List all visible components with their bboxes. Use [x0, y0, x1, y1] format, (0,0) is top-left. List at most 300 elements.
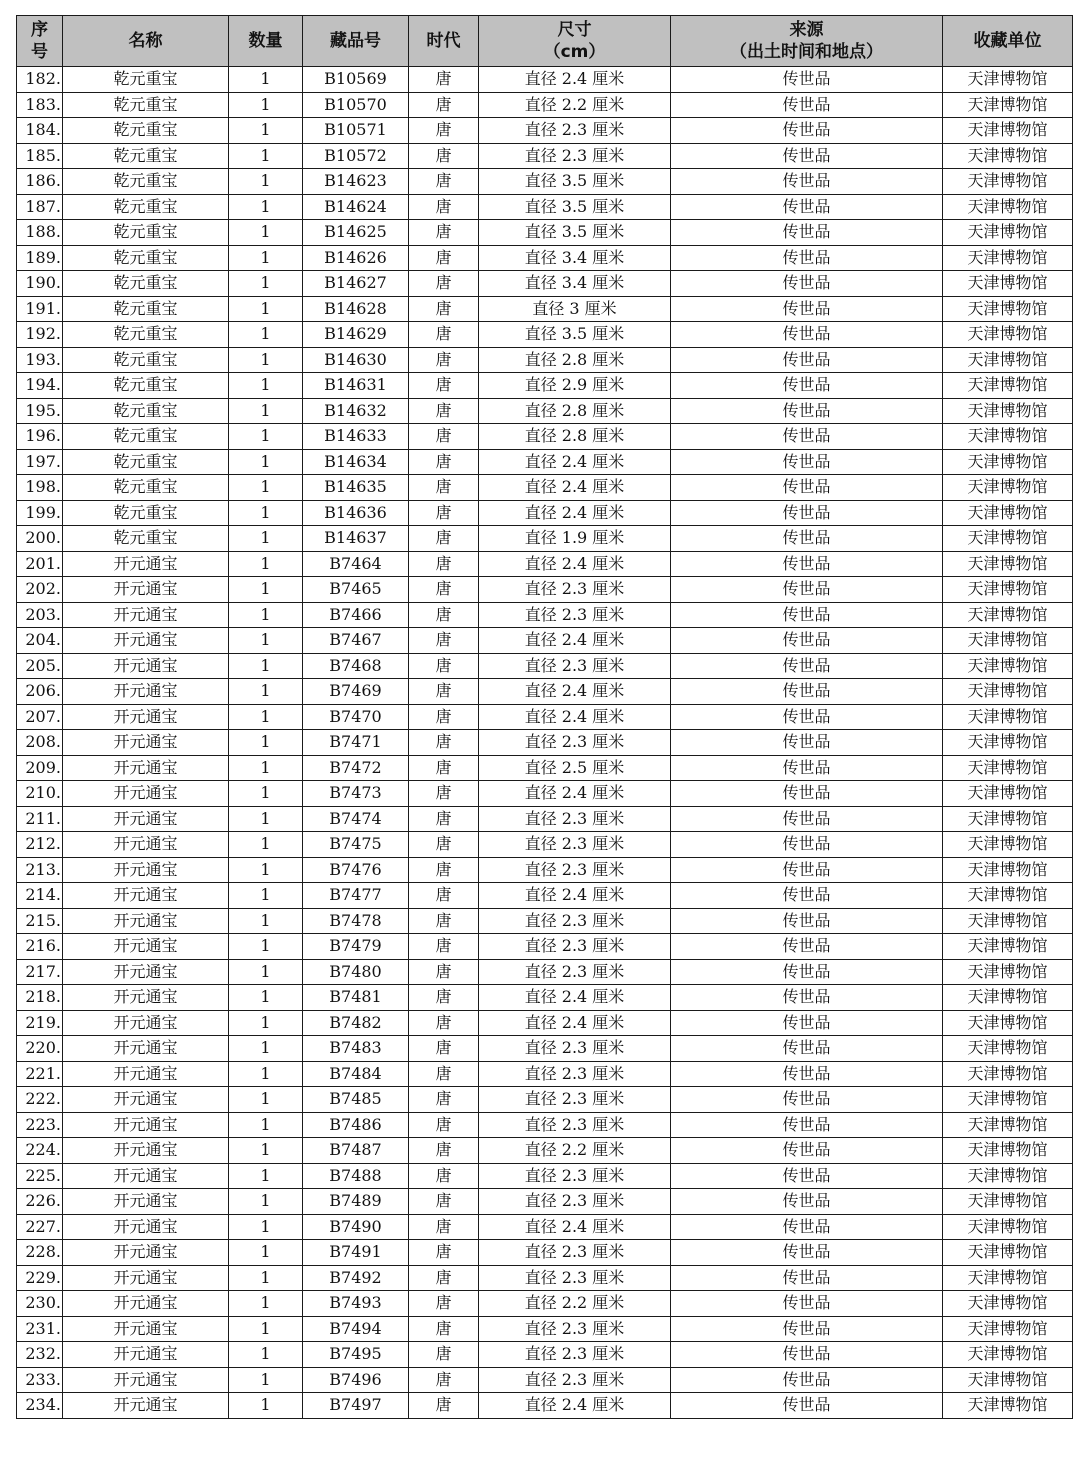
cell-size: 直径 3.5 厘米: [479, 194, 671, 220]
cell-index: 200.: [17, 526, 63, 552]
table-row: [17, 1138, 1073, 1164]
cell-size: 直径 2.3 厘米: [479, 1265, 671, 1291]
cell-catalog: B7490: [303, 1214, 409, 1240]
cell-size: 直径 2.2 厘米: [479, 92, 671, 118]
cell-name: 开元通宝: [63, 1163, 229, 1189]
header-index-line1: 序: [31, 20, 48, 40]
cell-name: 乾元重宝: [63, 475, 229, 501]
table-row: [17, 118, 1073, 144]
cell-index: 198.: [17, 475, 63, 501]
cell-era: 唐: [409, 220, 479, 246]
cell-catalog: B7487: [303, 1138, 409, 1164]
cell-index: 215.: [17, 908, 63, 934]
header-size-line2: （cm）: [543, 42, 606, 62]
cell-size: 直径 2.4 厘米: [479, 475, 671, 501]
cell-source: 传世品: [671, 500, 943, 526]
cell-size: 直径 2.3 厘米: [479, 730, 671, 756]
cell-holder: 天津博物馆: [943, 1061, 1073, 1087]
cell-size: 直径 3.5 厘米: [479, 169, 671, 195]
cell-source: 传世品: [671, 985, 943, 1011]
cell-index: 211.: [17, 806, 63, 832]
cell-source: 传世品: [671, 1061, 943, 1087]
cell-source: 传世品: [671, 1163, 943, 1189]
cell-quantity: 1: [229, 271, 303, 297]
cell-size: 直径 2.4 厘米: [479, 628, 671, 654]
table-row: [17, 347, 1073, 373]
cell-catalog: B10570: [303, 92, 409, 118]
cell-size: 直径 2.3 厘米: [479, 653, 671, 679]
table-row: [17, 1112, 1073, 1138]
cell-catalog: B7474: [303, 806, 409, 832]
table-row: [17, 1163, 1073, 1189]
cell-quantity: 1: [229, 373, 303, 399]
cell-name: 开元通宝: [63, 1189, 229, 1215]
cell-holder: 天津博物馆: [943, 296, 1073, 322]
cell-index: 201.: [17, 551, 63, 577]
table-row: [17, 934, 1073, 960]
cell-size: 直径 2.3 厘米: [479, 1367, 671, 1393]
cell-index: 184.: [17, 118, 63, 144]
cell-size: 直径 2.8 厘米: [479, 424, 671, 450]
cell-catalog: B7486: [303, 1112, 409, 1138]
cell-quantity: 1: [229, 1138, 303, 1164]
cell-era: 唐: [409, 908, 479, 934]
cell-catalog: B7496: [303, 1367, 409, 1393]
table-row: [17, 679, 1073, 705]
cell-size: 直径 2.4 厘米: [479, 449, 671, 475]
cell-catalog: B14632: [303, 398, 409, 424]
cell-era: 唐: [409, 373, 479, 399]
cell-quantity: 1: [229, 934, 303, 960]
cell-size: 直径 2.4 厘米: [479, 781, 671, 807]
cell-size: 直径 3.4 厘米: [479, 245, 671, 271]
cell-index: 222.: [17, 1087, 63, 1113]
cell-holder: 天津博物馆: [943, 143, 1073, 169]
cell-quantity: 1: [229, 245, 303, 271]
cell-index: 191.: [17, 296, 63, 322]
cell-holder: 天津博物馆: [943, 832, 1073, 858]
cell-catalog: B14629: [303, 322, 409, 348]
cell-catalog: B7475: [303, 832, 409, 858]
cell-holder: 天津博物馆: [943, 602, 1073, 628]
cell-quantity: 1: [229, 985, 303, 1011]
cell-quantity: 1: [229, 1367, 303, 1393]
table-row: [17, 500, 1073, 526]
cell-quantity: 1: [229, 169, 303, 195]
cell-era: 唐: [409, 92, 479, 118]
cell-index: 185.: [17, 143, 63, 169]
cell-holder: 天津博物馆: [943, 755, 1073, 781]
cell-name: 开元通宝: [63, 1393, 229, 1419]
cell-holder: 天津博物馆: [943, 857, 1073, 883]
cell-quantity: 1: [229, 449, 303, 475]
cell-quantity: 1: [229, 143, 303, 169]
cell-catalog: B7479: [303, 934, 409, 960]
cell-name: 开元通宝: [63, 1036, 229, 1062]
cell-quantity: 1: [229, 1036, 303, 1062]
cell-catalog: B7494: [303, 1316, 409, 1342]
cell-holder: 天津博物馆: [943, 118, 1073, 144]
table-row: [17, 475, 1073, 501]
cell-catalog: B14626: [303, 245, 409, 271]
cell-catalog: B7488: [303, 1163, 409, 1189]
cell-name: 乾元重宝: [63, 347, 229, 373]
cell-name: 开元通宝: [63, 1061, 229, 1087]
header-index: [17, 16, 63, 67]
cell-index: 188.: [17, 220, 63, 246]
table-row: [17, 908, 1073, 934]
cell-catalog: B7464: [303, 551, 409, 577]
cell-quantity: 1: [229, 653, 303, 679]
cell-era: 唐: [409, 551, 479, 577]
cell-catalog: B14634: [303, 449, 409, 475]
cell-catalog: B14624: [303, 194, 409, 220]
cell-holder: 天津博物馆: [943, 1291, 1073, 1317]
cell-quantity: 1: [229, 857, 303, 883]
cell-holder: 天津博物馆: [943, 220, 1073, 246]
collection-sheet: [16, 15, 1072, 1419]
cell-index: 221.: [17, 1061, 63, 1087]
cell-source: 传世品: [671, 1036, 943, 1062]
cell-source: 传世品: [671, 1138, 943, 1164]
cell-size: 直径 2.3 厘米: [479, 1240, 671, 1266]
cell-era: 唐: [409, 730, 479, 756]
cell-era: 唐: [409, 959, 479, 985]
cell-source: 传世品: [671, 143, 943, 169]
cell-holder: 天津博物馆: [943, 781, 1073, 807]
cell-name: 开元通宝: [63, 857, 229, 883]
table-row: [17, 704, 1073, 730]
cell-source: 传世品: [671, 602, 943, 628]
cell-size: 直径 2.4 厘米: [479, 883, 671, 909]
cell-era: 唐: [409, 1214, 479, 1240]
cell-holder: 天津博物馆: [943, 1036, 1073, 1062]
table-row: [17, 1291, 1073, 1317]
cell-name: 开元通宝: [63, 934, 229, 960]
cell-index: 207.: [17, 704, 63, 730]
cell-size: 直径 2.3 厘米: [479, 857, 671, 883]
header-catalog: 藏品号: [303, 16, 409, 67]
cell-catalog: B10572: [303, 143, 409, 169]
cell-era: 唐: [409, 1393, 479, 1419]
cell-holder: 天津博物馆: [943, 908, 1073, 934]
cell-index: 229.: [17, 1265, 63, 1291]
cell-name: 开元通宝: [63, 602, 229, 628]
table-row: [17, 1061, 1073, 1087]
cell-quantity: 1: [229, 220, 303, 246]
cell-holder: 天津博物馆: [943, 475, 1073, 501]
cell-holder: 天津博物馆: [943, 730, 1073, 756]
cell-source: 传世品: [671, 857, 943, 883]
table-row: [17, 526, 1073, 552]
cell-catalog: B14623: [303, 169, 409, 195]
cell-holder: 天津博物馆: [943, 194, 1073, 220]
cell-size: 直径 2.4 厘米: [479, 500, 671, 526]
cell-catalog: B7468: [303, 653, 409, 679]
cell-size: 直径 2.3 厘米: [479, 602, 671, 628]
cell-name: 开元通宝: [63, 1214, 229, 1240]
cell-index: 203.: [17, 602, 63, 628]
cell-era: 唐: [409, 883, 479, 909]
cell-name: 开元通宝: [63, 1291, 229, 1317]
cell-source: 传世品: [671, 347, 943, 373]
cell-size: 直径 2.3 厘米: [479, 1189, 671, 1215]
cell-quantity: 1: [229, 1010, 303, 1036]
cell-size: 直径 2.9 厘米: [479, 373, 671, 399]
cell-name: 开元通宝: [63, 781, 229, 807]
cell-era: 唐: [409, 985, 479, 1011]
cell-catalog: B7480: [303, 959, 409, 985]
cell-holder: 天津博物馆: [943, 1316, 1073, 1342]
cell-quantity: 1: [229, 908, 303, 934]
header-size-line1: 尺寸: [557, 20, 592, 40]
cell-source: 传世品: [671, 806, 943, 832]
cell-name: 开元通宝: [63, 832, 229, 858]
cell-source: 传世品: [671, 730, 943, 756]
cell-size: 直径 2.4 厘米: [479, 1010, 671, 1036]
cell-catalog: B7465: [303, 577, 409, 603]
header-source: [671, 16, 943, 67]
cell-quantity: 1: [229, 806, 303, 832]
cell-holder: 天津博物馆: [943, 704, 1073, 730]
table-row: [17, 755, 1073, 781]
cell-era: 唐: [409, 653, 479, 679]
cell-source: 传世品: [671, 373, 943, 399]
cell-holder: 天津博物馆: [943, 1163, 1073, 1189]
cell-catalog: B7478: [303, 908, 409, 934]
cell-name: 开元通宝: [63, 883, 229, 909]
cell-name: 开元通宝: [63, 653, 229, 679]
cell-catalog: B7485: [303, 1087, 409, 1113]
cell-name: 乾元重宝: [63, 296, 229, 322]
cell-source: 传世品: [671, 194, 943, 220]
cell-name: 乾元重宝: [63, 143, 229, 169]
cell-era: 唐: [409, 143, 479, 169]
cell-size: 直径 1.9 厘米: [479, 526, 671, 552]
cell-era: 唐: [409, 1342, 479, 1368]
table-row: [17, 296, 1073, 322]
cell-quantity: 1: [229, 1061, 303, 1087]
cell-index: 196.: [17, 424, 63, 450]
table-row: [17, 245, 1073, 271]
cell-era: 唐: [409, 67, 479, 93]
cell-quantity: 1: [229, 1189, 303, 1215]
cell-size: 直径 3 厘米: [479, 296, 671, 322]
cell-era: 唐: [409, 1112, 479, 1138]
cell-era: 唐: [409, 755, 479, 781]
cell-quantity: 1: [229, 1342, 303, 1368]
cell-era: 唐: [409, 1367, 479, 1393]
table-row: [17, 1214, 1073, 1240]
cell-index: 218.: [17, 985, 63, 1011]
cell-size: 直径 2.3 厘米: [479, 1112, 671, 1138]
table-row: [17, 271, 1073, 297]
cell-catalog: B14636: [303, 500, 409, 526]
cell-name: 乾元重宝: [63, 118, 229, 144]
cell-catalog: B7489: [303, 1189, 409, 1215]
cell-name: 开元通宝: [63, 959, 229, 985]
cell-holder: 天津博物馆: [943, 449, 1073, 475]
cell-catalog: B7466: [303, 602, 409, 628]
cell-index: 195.: [17, 398, 63, 424]
cell-holder: 天津博物馆: [943, 169, 1073, 195]
cell-name: 开元通宝: [63, 730, 229, 756]
cell-catalog: B14637: [303, 526, 409, 552]
cell-catalog: B7471: [303, 730, 409, 756]
cell-era: 唐: [409, 857, 479, 883]
cell-name: 开元通宝: [63, 1342, 229, 1368]
cell-name: 开元通宝: [63, 1010, 229, 1036]
cell-quantity: 1: [229, 1163, 303, 1189]
cell-quantity: 1: [229, 1393, 303, 1419]
cell-name: 乾元重宝: [63, 424, 229, 450]
cell-catalog: B7472: [303, 755, 409, 781]
cell-holder: 天津博物馆: [943, 959, 1073, 985]
table-row: [17, 730, 1073, 756]
cell-size: 直径 2.3 厘米: [479, 1342, 671, 1368]
cell-source: 传世品: [671, 1240, 943, 1266]
cell-catalog: B7482: [303, 1010, 409, 1036]
cell-era: 唐: [409, 169, 479, 195]
cell-era: 唐: [409, 832, 479, 858]
cell-size: 直径 2.3 厘米: [479, 118, 671, 144]
table-row: [17, 959, 1073, 985]
cell-holder: 天津博物馆: [943, 1393, 1073, 1419]
cell-catalog: B7495: [303, 1342, 409, 1368]
cell-holder: 天津博物馆: [943, 653, 1073, 679]
cell-size: 直径 3.5 厘米: [479, 220, 671, 246]
cell-name: 开元通宝: [63, 1265, 229, 1291]
cell-quantity: 1: [229, 1087, 303, 1113]
cell-holder: 天津博物馆: [943, 373, 1073, 399]
table-row: [17, 143, 1073, 169]
cell-source: 传世品: [671, 1367, 943, 1393]
cell-index: 231.: [17, 1316, 63, 1342]
cell-index: 186.: [17, 169, 63, 195]
cell-name: 开元通宝: [63, 1316, 229, 1342]
table-row: [17, 1010, 1073, 1036]
cell-era: 唐: [409, 424, 479, 450]
cell-size: 直径 3.4 厘米: [479, 271, 671, 297]
table-row: [17, 424, 1073, 450]
cell-holder: 天津博物馆: [943, 1087, 1073, 1113]
cell-era: 唐: [409, 679, 479, 705]
cell-name: 开元通宝: [63, 908, 229, 934]
cell-quantity: 1: [229, 832, 303, 858]
cell-index: 189.: [17, 245, 63, 271]
cell-era: 唐: [409, 934, 479, 960]
cell-era: 唐: [409, 577, 479, 603]
cell-name: 乾元重宝: [63, 449, 229, 475]
cell-quantity: 1: [229, 1214, 303, 1240]
cell-catalog: B7491: [303, 1240, 409, 1266]
cell-index: 234.: [17, 1393, 63, 1419]
cell-catalog: B14630: [303, 347, 409, 373]
cell-holder: 天津博物馆: [943, 934, 1073, 960]
cell-size: 直径 2.5 厘米: [479, 755, 671, 781]
cell-catalog: B7481: [303, 985, 409, 1011]
cell-era: 唐: [409, 704, 479, 730]
cell-holder: 天津博物馆: [943, 1112, 1073, 1138]
cell-index: 224.: [17, 1138, 63, 1164]
cell-era: 唐: [409, 398, 479, 424]
cell-index: 217.: [17, 959, 63, 985]
cell-holder: 天津博物馆: [943, 271, 1073, 297]
cell-holder: 天津博物馆: [943, 1010, 1073, 1036]
cell-index: 233.: [17, 1367, 63, 1393]
cell-size: 直径 3.5 厘米: [479, 322, 671, 348]
cell-quantity: 1: [229, 1291, 303, 1317]
cell-source: 传世品: [671, 322, 943, 348]
cell-catalog: B7492: [303, 1265, 409, 1291]
cell-size: 直径 2.3 厘米: [479, 577, 671, 603]
cell-holder: 天津博物馆: [943, 1138, 1073, 1164]
cell-size: 直径 2.8 厘米: [479, 347, 671, 373]
table-row: [17, 577, 1073, 603]
cell-index: 205.: [17, 653, 63, 679]
cell-catalog: B7470: [303, 704, 409, 730]
cell-catalog: B7484: [303, 1061, 409, 1087]
table-row: [17, 92, 1073, 118]
cell-quantity: 1: [229, 500, 303, 526]
table-row: [17, 322, 1073, 348]
table-row: [17, 1240, 1073, 1266]
cell-era: 唐: [409, 1189, 479, 1215]
cell-quantity: 1: [229, 526, 303, 552]
cell-size: 直径 2.4 厘米: [479, 1393, 671, 1419]
cell-size: 直径 2.8 厘米: [479, 398, 671, 424]
cell-name: 开元通宝: [63, 1367, 229, 1393]
cell-index: 192.: [17, 322, 63, 348]
cell-era: 唐: [409, 1265, 479, 1291]
cell-index: 230.: [17, 1291, 63, 1317]
table-row: [17, 398, 1073, 424]
cell-catalog: B7473: [303, 781, 409, 807]
cell-name: 乾元重宝: [63, 500, 229, 526]
table-row: [17, 551, 1073, 577]
cell-size: 直径 2.3 厘米: [479, 806, 671, 832]
cell-name: 开元通宝: [63, 1240, 229, 1266]
cell-index: 220.: [17, 1036, 63, 1062]
cell-era: 唐: [409, 449, 479, 475]
cell-size: 直径 2.3 厘米: [479, 832, 671, 858]
cell-name: 乾元重宝: [63, 526, 229, 552]
cell-quantity: 1: [229, 296, 303, 322]
cell-index: 212.: [17, 832, 63, 858]
cell-name: 乾元重宝: [63, 194, 229, 220]
cell-quantity: 1: [229, 1240, 303, 1266]
cell-source: 传世品: [671, 1342, 943, 1368]
cell-quantity: 1: [229, 679, 303, 705]
cell-holder: 天津博物馆: [943, 92, 1073, 118]
cell-size: 直径 2.4 厘米: [479, 551, 671, 577]
cell-name: 乾元重宝: [63, 92, 229, 118]
cell-source: 传世品: [671, 424, 943, 450]
cell-era: 唐: [409, 500, 479, 526]
cell-source: 传世品: [671, 577, 943, 603]
cell-era: 唐: [409, 1138, 479, 1164]
cell-size: 直径 2.3 厘米: [479, 908, 671, 934]
cell-quantity: 1: [229, 602, 303, 628]
cell-index: 225.: [17, 1163, 63, 1189]
cell-era: 唐: [409, 1010, 479, 1036]
header-era: 时代: [409, 16, 479, 67]
table-row: [17, 67, 1073, 93]
cell-index: 183.: [17, 92, 63, 118]
cell-source: 传世品: [671, 1214, 943, 1240]
cell-era: 唐: [409, 806, 479, 832]
cell-holder: 天津博物馆: [943, 1214, 1073, 1240]
